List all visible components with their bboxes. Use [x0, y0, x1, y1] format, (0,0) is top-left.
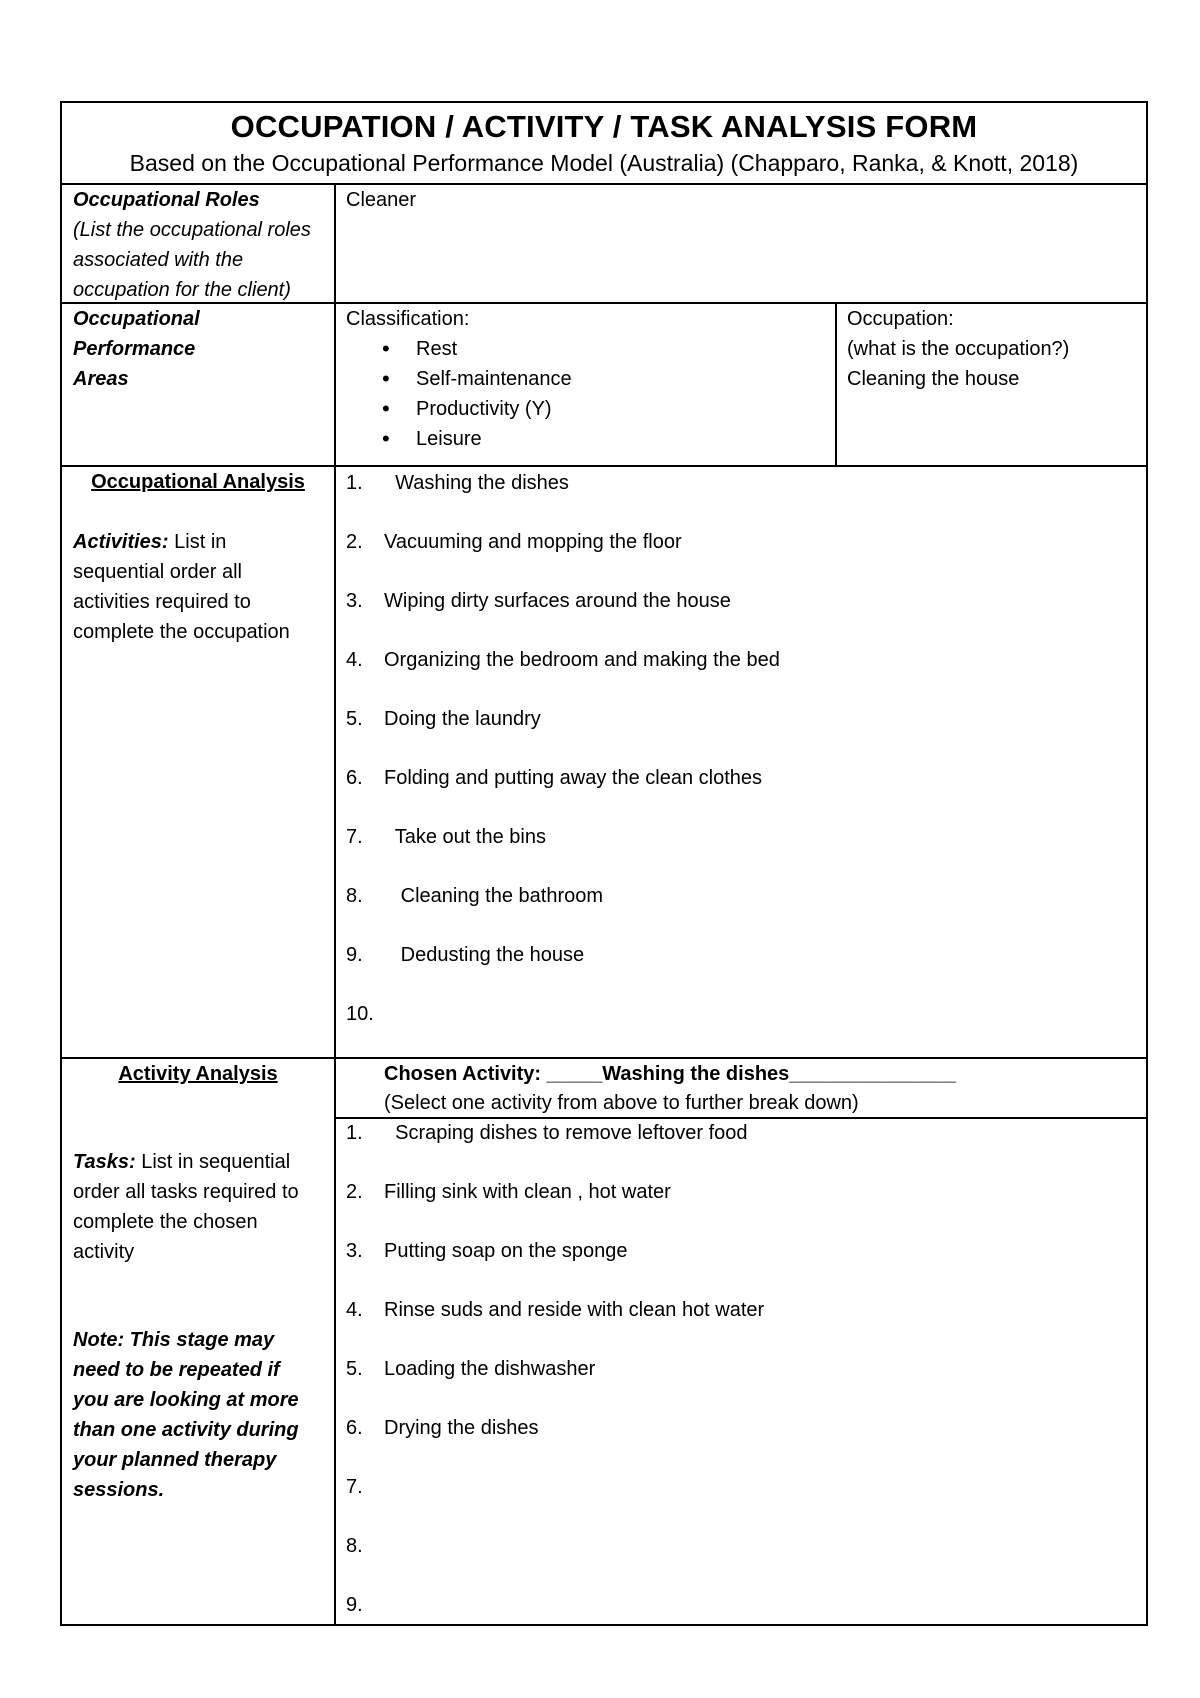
analysis-form — [60, 101, 1148, 1626]
roles-label-hint: (List the occupational roles associated with the occupation for the client) — [73, 219, 311, 301]
list-item: 4. Rinse suds and reside with clean hot water — [346, 1299, 765, 1321]
list-item: 7. Take out the bins — [346, 826, 546, 848]
list-item: 7. — [346, 1476, 363, 1498]
list-item: 8. — [346, 1535, 363, 1557]
divider — [334, 183, 336, 1626]
tasks-description — [73, 1147, 313, 1267]
performance-areas-label: Occupational Performance Areas — [73, 308, 200, 390]
list-item: • Productivity (Y) — [346, 394, 572, 424]
list-item: 3. Putting soap on the sponge — [346, 1240, 628, 1262]
occupation-label: Occupation: — [847, 308, 954, 330]
activity-analysis-label — [73, 1059, 323, 1505]
list-item: 5. Loading the dishwasher — [346, 1358, 596, 1380]
list-item: 3. Wiping dirty surfaces around the house — [346, 590, 731, 612]
list-item: 6. Folding and putting away the clean clothes — [346, 767, 763, 789]
list-item: 4. Organizing the bedroom and making the bed — [346, 649, 780, 671]
tasks-hint: List in sequential order all tasks required to complete the chosen activity — [73, 1151, 299, 1263]
activities-label: Activities: — [73, 531, 169, 553]
tasks-label: Tasks: — [73, 1151, 136, 1173]
form-title: OCCUPATION / ACTIVITY / TASK ANALYSIS FORM — [230, 109, 978, 144]
form-subtitle: Based on the Occupational Performance Model (Australia) (Chapparo, Ranka, & Knott, 2018) — [129, 150, 1079, 176]
list-item: 2. Filling sink with clean , hot water — [346, 1181, 671, 1203]
list-item: 10. — [346, 1003, 374, 1025]
list-item: 5. Doing the laundry — [346, 708, 541, 730]
roles-label-title: Occupational Roles — [73, 189, 260, 211]
divider — [835, 302, 837, 465]
roles-label — [73, 185, 323, 305]
classification-list — [346, 334, 572, 454]
list-item: 1. Washing the dishes — [346, 472, 569, 494]
chosen-activity: Chosen Activity: _____Washing the dishes_______________ — [384, 1063, 957, 1085]
list-item: • Self-maintenance — [346, 364, 572, 394]
roles-value: Cleaner — [346, 189, 417, 211]
list-item: 6. Drying the dishes — [346, 1417, 539, 1439]
list-item: • Rest — [346, 334, 572, 364]
list-item: 2. Vacuuming and mopping the floor — [346, 531, 682, 553]
activity-analysis-heading: Activity Analysis — [118, 1063, 278, 1085]
activities-hint: List in sequential order all activities required to complete the occupation — [73, 531, 290, 643]
list-item: • Leisure — [346, 424, 572, 454]
activities-description — [73, 527, 318, 647]
list-item: 1. Scraping dishes to remove leftover food — [346, 1122, 748, 1144]
occupational-analysis-label — [73, 467, 323, 647]
occupation-value: Cleaning the house — [847, 368, 1020, 390]
occupational-analysis-heading: Occupational Analysis — [91, 471, 305, 493]
list-item: 8. Cleaning the bathroom — [346, 885, 604, 907]
list-item: 9. Dedusting the house — [346, 944, 585, 966]
list-item: 9. — [346, 1594, 363, 1616]
classification-label: Classification: — [346, 308, 470, 330]
repeat-note: Note: This stage may need to be repeated if you are looking at more than one activity during your planned therapy sessions. — [73, 1329, 299, 1501]
occupation-hint: (what is the occupation?) — [847, 338, 1070, 360]
chosen-activity-hint: (Select one activity from above to further break down) — [384, 1092, 859, 1114]
